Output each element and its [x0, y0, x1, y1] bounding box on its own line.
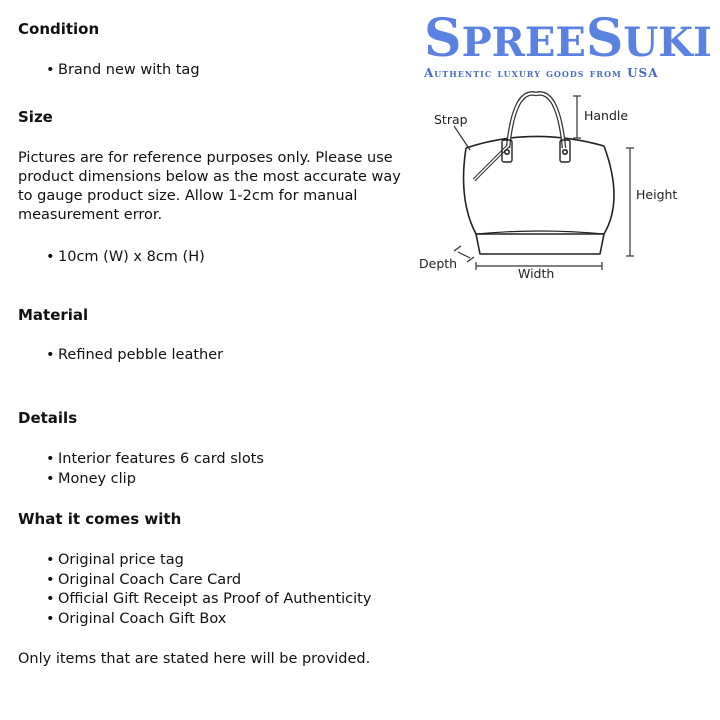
depth-label: Depth: [419, 256, 458, 271]
spreesuki-logo: [424, 8, 716, 80]
details-list: [46, 450, 264, 489]
size-list: [46, 248, 205, 268]
list-item: • Official Gift Receipt as Proof of Authenticity: [46, 590, 371, 610]
brand-part2: UKI: [623, 19, 712, 66]
comes-with-heading: What it comes with: [18, 510, 182, 528]
strap-label: Strap: [434, 112, 468, 127]
list-item: • 10cm (W) x 8cm (H): [46, 248, 205, 268]
material-heading: Material: [18, 306, 89, 324]
list-item: • Original Coach Care Card: [46, 571, 371, 591]
brand-name: SPREESUKI: [424, 8, 712, 69]
bag-dimension-diagram: [414, 88, 714, 288]
footer-note: Only items that are stated here will be provided.: [18, 651, 371, 667]
list-item: • Original Coach Gift Box: [46, 610, 371, 630]
size-heading: Size: [18, 108, 53, 126]
condition-heading: Condition: [18, 20, 100, 38]
details-heading: Details: [18, 409, 78, 427]
list-item: • Refined pebble leather: [46, 346, 223, 366]
condition-list: [46, 61, 200, 81]
material-list: [46, 346, 223, 366]
list-item: • Original price tag: [46, 551, 371, 571]
list-item: • Interior features 6 card slots: [46, 450, 264, 470]
list-item: • Brand new with tag: [46, 61, 200, 81]
brand-part1: PREE: [461, 19, 586, 66]
width-label: Width: [518, 266, 555, 281]
brand-tagline: Authentic luxury goods from USA: [424, 66, 659, 80]
size-description: Pictures are for reference purposes only. Please use product dimensions below as the most accurate way to gauge product size. Allow 1-2cm for manual measurement error.: [18, 150, 401, 223]
brand-initial-2: S: [585, 8, 624, 69]
comes-with-list: [46, 551, 371, 629]
handle-label: Handle: [584, 108, 629, 123]
height-label: Height: [636, 187, 678, 202]
list-item: • Money clip: [46, 470, 264, 490]
